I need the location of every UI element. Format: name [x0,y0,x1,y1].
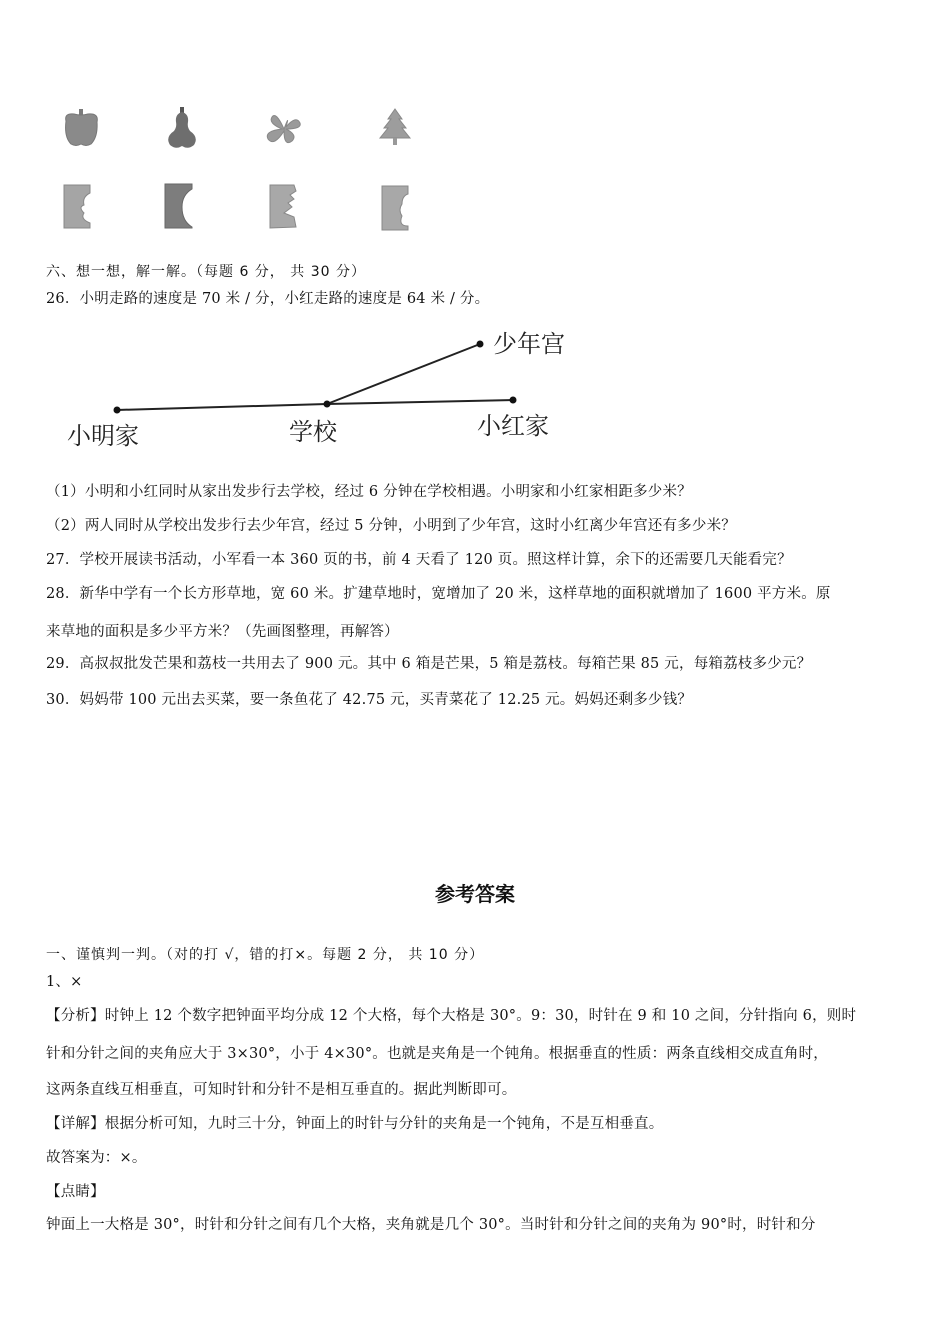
question-27: 27．学校开展读书活动，小军看一本 360 页的书，前 4 天看了 120 页。照这样计算，余下的还需要几天能看完？ [46,552,792,568]
label-xiaoming-home: 小明家 [67,422,139,450]
comment-title: 【点睛】 [46,1184,105,1200]
section-6-title: 六、想一想，解一解。（每题 6 分， 共 30 分） [46,264,366,280]
answer-key-title: 参考答案 [435,882,515,906]
detail-explanation: 【详解】根据分析可知，九时三十分，钟面上的时针与分针的夹角是一个钝角，不是互相垂直。 [46,1116,664,1132]
label-xiaohong-home: 小红家 [477,412,549,440]
flower-shape-icon [262,109,306,149]
analysis-line-2: 针和分针之间的夹角应大于 3×30°，小于 4×30°。也就是夹角是一个钝角。根据垂直的性质：两条直线相交成直角时， [46,1046,828,1062]
answer-conclusion: 故答案为：×。 [46,1150,147,1166]
cutout-d-icon [380,184,410,232]
answer-item-1: 1、× [46,974,83,990]
apple-shape-icon [60,107,104,151]
cutout-a-icon [62,183,92,231]
cutout-b-icon [162,181,194,231]
question-26-part-2: （2）两人同时从学校出发步行去少年宫，经过 5 分钟，小明到了少年宫，这时小红离少年宫还有多少米？ [46,518,736,534]
tree-shape-icon [375,107,415,151]
label-youth-palace: 少年宫 [493,330,565,358]
cutout-c-icon [268,183,298,231]
comment-line-1: 钟面上一大格是 30°，时针和分针之间有几个大格，夹角就是几个 30°。当时针和分针之间的夹角为 90°时，时针和分 [46,1217,816,1233]
question-26: 26．小明走路的速度是 70 米 / 分，小红走路的速度是 64 米 / 分。 [46,291,490,307]
shapes-figure [40,95,440,245]
question-29: 29．高叔叔批发芒果和荔枝一共用去了 900 元。其中 6 箱是芒果，5 箱是荔枝。每箱芒果 85 元，每箱荔枝多少元？ [46,656,812,672]
analysis-line-3: 这两条直线互相垂直，可知时针和分针不是相互垂直的。据此判断即可。 [46,1082,517,1098]
question-28-line-2: 来草地的面积是多少平方米？（先画图整理，再解答） [46,624,399,640]
question-30: 30．妈妈带 100 元出去买菜，要一条鱼花了 42.75 元，买青菜花了 12.25 元。妈妈还剩多少钱？ [46,692,693,708]
label-school: 学校 [289,418,337,446]
route-diagram [55,318,600,453]
question-26-part-1: （1）小明和小红同时从家出发步行去学校，经过 6 分钟在学校相遇。小明家和小红家相距多少米？ [46,484,692,500]
question-28-line-1: 28．新华中学有一个长方形草地，宽 60 米。扩建草地时，宽增加了 20 米，这样草地的面积就增加了 1600 平方米。原 [46,586,831,602]
answer-section-1-title: 一、谨慎判一判。（对的打 √，错的打×。每题 2 分， 共 10 分） [46,947,485,963]
gourd-shape-icon [162,105,202,151]
analysis-line-1: 【分析】时钟上 12 个数字把钟面平均分成 12 个大格，每个大格是 30°。9：30，时针在 9 和 10 之间，分针指向 6，则时 [46,1008,857,1024]
